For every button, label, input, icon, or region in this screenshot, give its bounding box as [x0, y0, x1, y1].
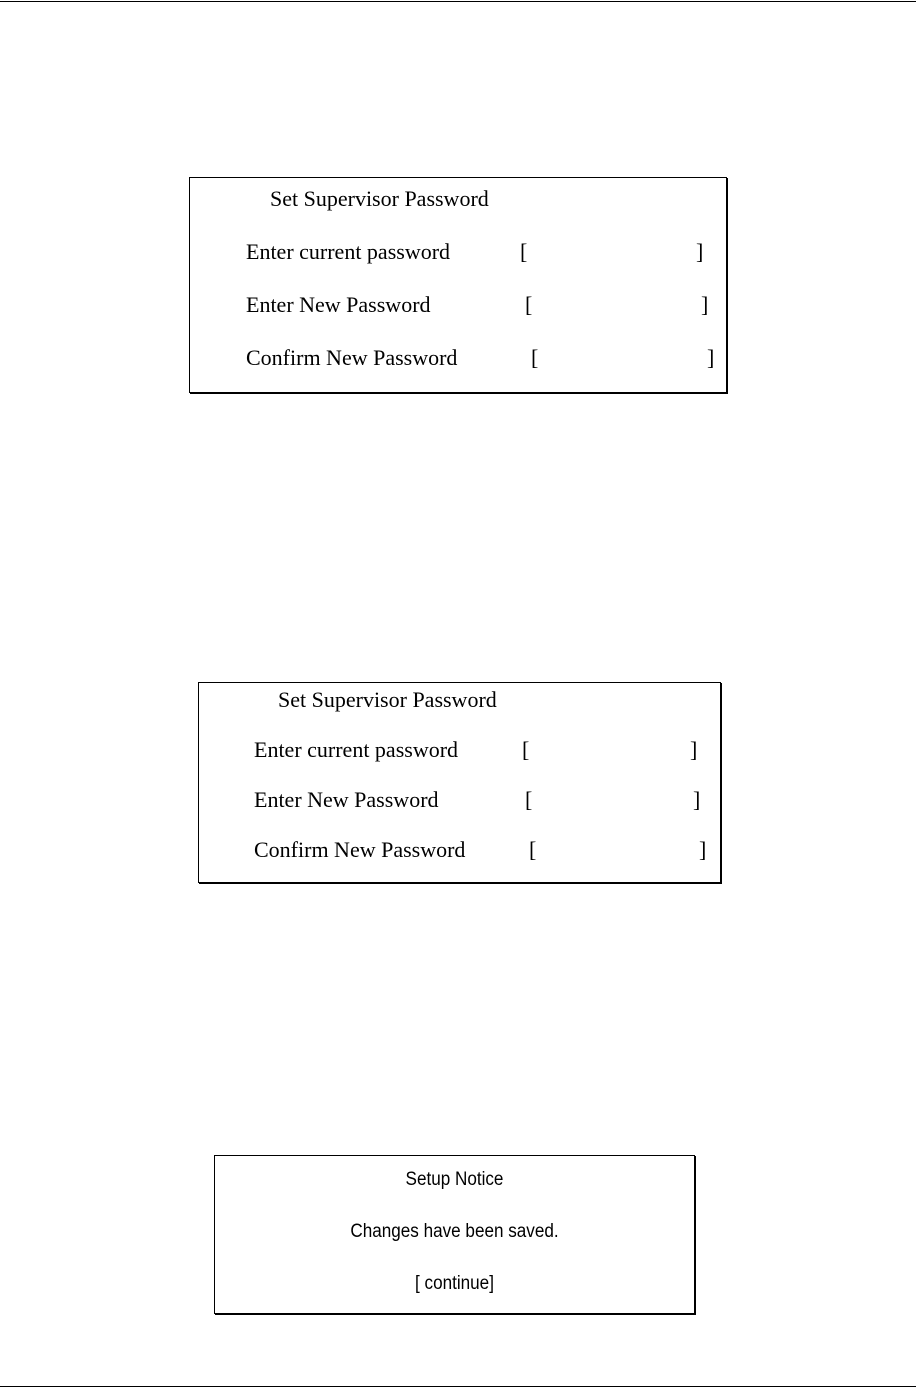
set-supervisor-password-dialog [198, 682, 721, 883]
field-open-bracket: [ [525, 787, 533, 812]
bottom-rule [0, 1386, 916, 1387]
new-password-label: Enter New Password [254, 787, 439, 812]
current-password-field[interactable] [520, 238, 710, 264]
continue-button[interactable]: [ continue] [415, 1273, 494, 1294]
field-open-bracket: [ [525, 292, 533, 317]
notice-title: Setup Notice [405, 1169, 504, 1190]
new-password-field[interactable] [525, 786, 705, 812]
set-supervisor-password-dialog [189, 177, 727, 393]
current-password-label: Enter current password [246, 239, 451, 264]
new-password-label: Enter New Password [246, 292, 431, 317]
field-close-bracket: ] [693, 787, 701, 812]
field-close-bracket: ] [690, 737, 698, 762]
field-open-bracket: [ [520, 239, 528, 264]
confirm-password-label: Confirm New Password [254, 837, 466, 862]
notice-message: Changes have been saved. [350, 1221, 559, 1242]
field-close-bracket: ] [696, 239, 704, 264]
confirm-password-field[interactable] [531, 344, 721, 370]
confirm-password-field[interactable] [529, 836, 711, 862]
field-close-bracket: ] [707, 345, 715, 370]
dialog-title: Set Supervisor Password [278, 687, 497, 712]
field-close-bracket: ] [699, 837, 707, 862]
dialog-title: Set Supervisor Password [270, 186, 489, 211]
field-close-bracket: ] [701, 292, 709, 317]
current-password-field[interactable] [522, 736, 702, 762]
field-open-bracket: [ [522, 737, 530, 762]
current-password-label: Enter current password [254, 737, 459, 762]
field-open-bracket: [ [529, 837, 537, 862]
new-password-field[interactable] [525, 291, 715, 317]
top-rule [0, 1, 916, 2]
field-open-bracket: [ [531, 345, 539, 370]
setup-notice-dialog [214, 1155, 695, 1314]
confirm-password-label: Confirm New Password [246, 345, 458, 370]
